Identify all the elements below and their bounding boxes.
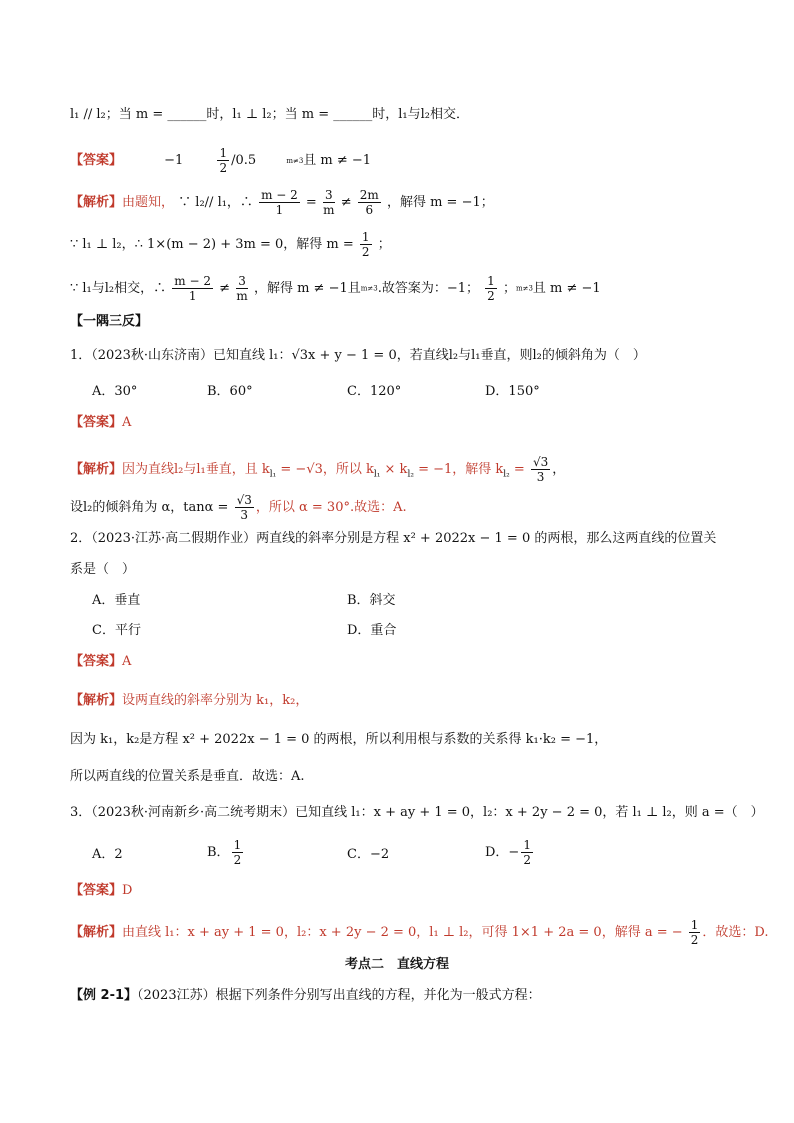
q1-option-a: A．30° <box>92 384 138 399</box>
q3-analysis: 【解析】由直线 l₁：x + ay + 1 = 0，l₂：x + 2y − 2 = 0，l₁ ⊥ l₂，可得 1×1 + 2a = 0，解得 a = − $\frac{1}{2}$ ．故选：D. <box>70 918 769 947</box>
section-heading: 【一隅三反】 <box>70 314 149 329</box>
question-2-stem-1: 2．（2023·江苏·高二假期作业）两直线的斜率分别是方程 x² + 2022x − 1 = 0 的两根，那么这两直线的位置关 <box>70 531 717 546</box>
answer-line: 【答案】 −1 $\frac{1}{2}$ /0.5 m≠3且 m ≠ −1 <box>70 146 372 175</box>
q1-option-d: D．150° <box>485 384 540 399</box>
fraction: $\frac{√3}{3}$ <box>236 493 252 522</box>
q2-analysis-1: 【解析】设两直线的斜率分别为 k₁，k₂， <box>70 693 309 708</box>
analysis-line-3: ∵ l₁与l₂相交，∴ $\frac{m - 2}{1}$ ≠ $\frac{3}{m}$ ，解得 m ≠ −1且m≠3.故答案为：−1； $\frac{1}{2}$ ；m≠3且 m ≠ −1 <box>70 274 601 303</box>
section-2-heading: 考点二 直线方程 <box>344 957 449 972</box>
question-1-stem: 1．（2023秋·山东济南）已知直线 l₁：√3x + y − 1 = 0，若直线l₂与l₁垂直，则l₂的倾斜角为（ ） <box>70 348 646 363</box>
q2-answer: 【答案】A <box>70 654 132 669</box>
fraction: $\frac{√3}{3}$ <box>532 455 549 484</box>
q1-analysis-2: 设l₂的倾斜角为 α，tanα = $\frac{√3}{3}$ ，所以 α = 30°.故选：A. <box>70 493 407 522</box>
q2-option-d: D．重合 <box>347 623 397 638</box>
q2-analysis-2: 因为 k₁，k₂是方程 x² + 2022x − 1 = 0 的两根，所以利用根与系数的关系得 k₁·k₂ = −1， <box>70 732 608 747</box>
q3-option-a: A．2 <box>92 847 123 862</box>
analysis-line-1: 【解析】由题知， ∵ l₂// l₁，∴ $\frac{m - 2}{1}$ = $\frac{3}{m}$ ≠ $\frac{2m}{6}$ ，解得 m = −1； <box>70 188 494 217</box>
q3-option-b: B． $\frac{1}{2}$ <box>207 838 242 867</box>
q1-answer: 【答案】A <box>70 415 132 430</box>
analysis-line-2: ∵ l₁ ⊥ l₂，∴ 1×(m − 2) + 3m = 0，解得 m = $\frac{1}{2}$ ； <box>70 230 391 259</box>
example-2-1: 【例 2-1】（2023江苏）根据下列条件分别写出直线的方程，并化为一般式方程： <box>70 988 541 1003</box>
fraction: $\frac{2m}{6}$ <box>359 188 379 217</box>
fraction: $\frac{m - 2}{1}$ <box>174 274 211 303</box>
q1-option-b: B．60° <box>207 384 253 399</box>
fill-in-question: l₁ // l₂；当 m = ______时，l₁ ⊥ l₂；当 m = ______时，l₁与l₂相交． <box>70 107 469 122</box>
fraction: $\frac{3}{m}$ <box>236 274 248 303</box>
q2-option-c: C．平行 <box>92 623 141 638</box>
q1-analysis-1: 【解析】因为直线l₂与l₁垂直，且 $k_{l_1} = -√3$，所以 $k_{l_1} \times k_{l_2} = -1$，解得 $k_{l_2}$ = $\frac{√3}{3}$ ， <box>70 455 566 484</box>
fraction: $\frac{m - 2}{1}$ <box>261 188 298 217</box>
q3-option-c: C．−2 <box>347 847 390 862</box>
fraction: $\frac{3}{m}$ <box>323 188 335 217</box>
q2-analysis-3: 所以两直线的位置关系是垂直．故选：A. <box>70 769 305 784</box>
answer-fraction: $\frac{1}{2}$ <box>219 146 228 175</box>
answer-value-1: −1 <box>164 153 184 168</box>
q3-answer: 【答案】D <box>70 883 133 898</box>
q2-option-b: B．斜交 <box>347 593 396 608</box>
answer-tag: 【答案】 <box>70 153 123 168</box>
answer-small-text: m≠3 <box>286 156 304 165</box>
fraction: $\frac{1}{2}$ <box>361 230 370 259</box>
q1-option-c: C．120° <box>347 384 402 399</box>
question-2-stem-2: 系是（ ） <box>70 562 136 577</box>
question-3-stem: 3．（2023秋·河南新乡·高二统考期末）已知直线 l₁：x + ay + 1 = 0，l₂：x + 2y − 2 = 0，若 l₁ ⊥ l₂，则 a =（ ） <box>70 805 764 820</box>
q2-option-a: A．垂直 <box>92 593 141 608</box>
analysis-tag: 【解析】 <box>70 195 123 210</box>
q3-option-d: D．− $\frac{1}{2}$ <box>485 838 531 867</box>
fraction: $\frac{1}{2}$ <box>690 918 699 947</box>
fraction: $\frac{1}{2}$ <box>487 274 495 303</box>
